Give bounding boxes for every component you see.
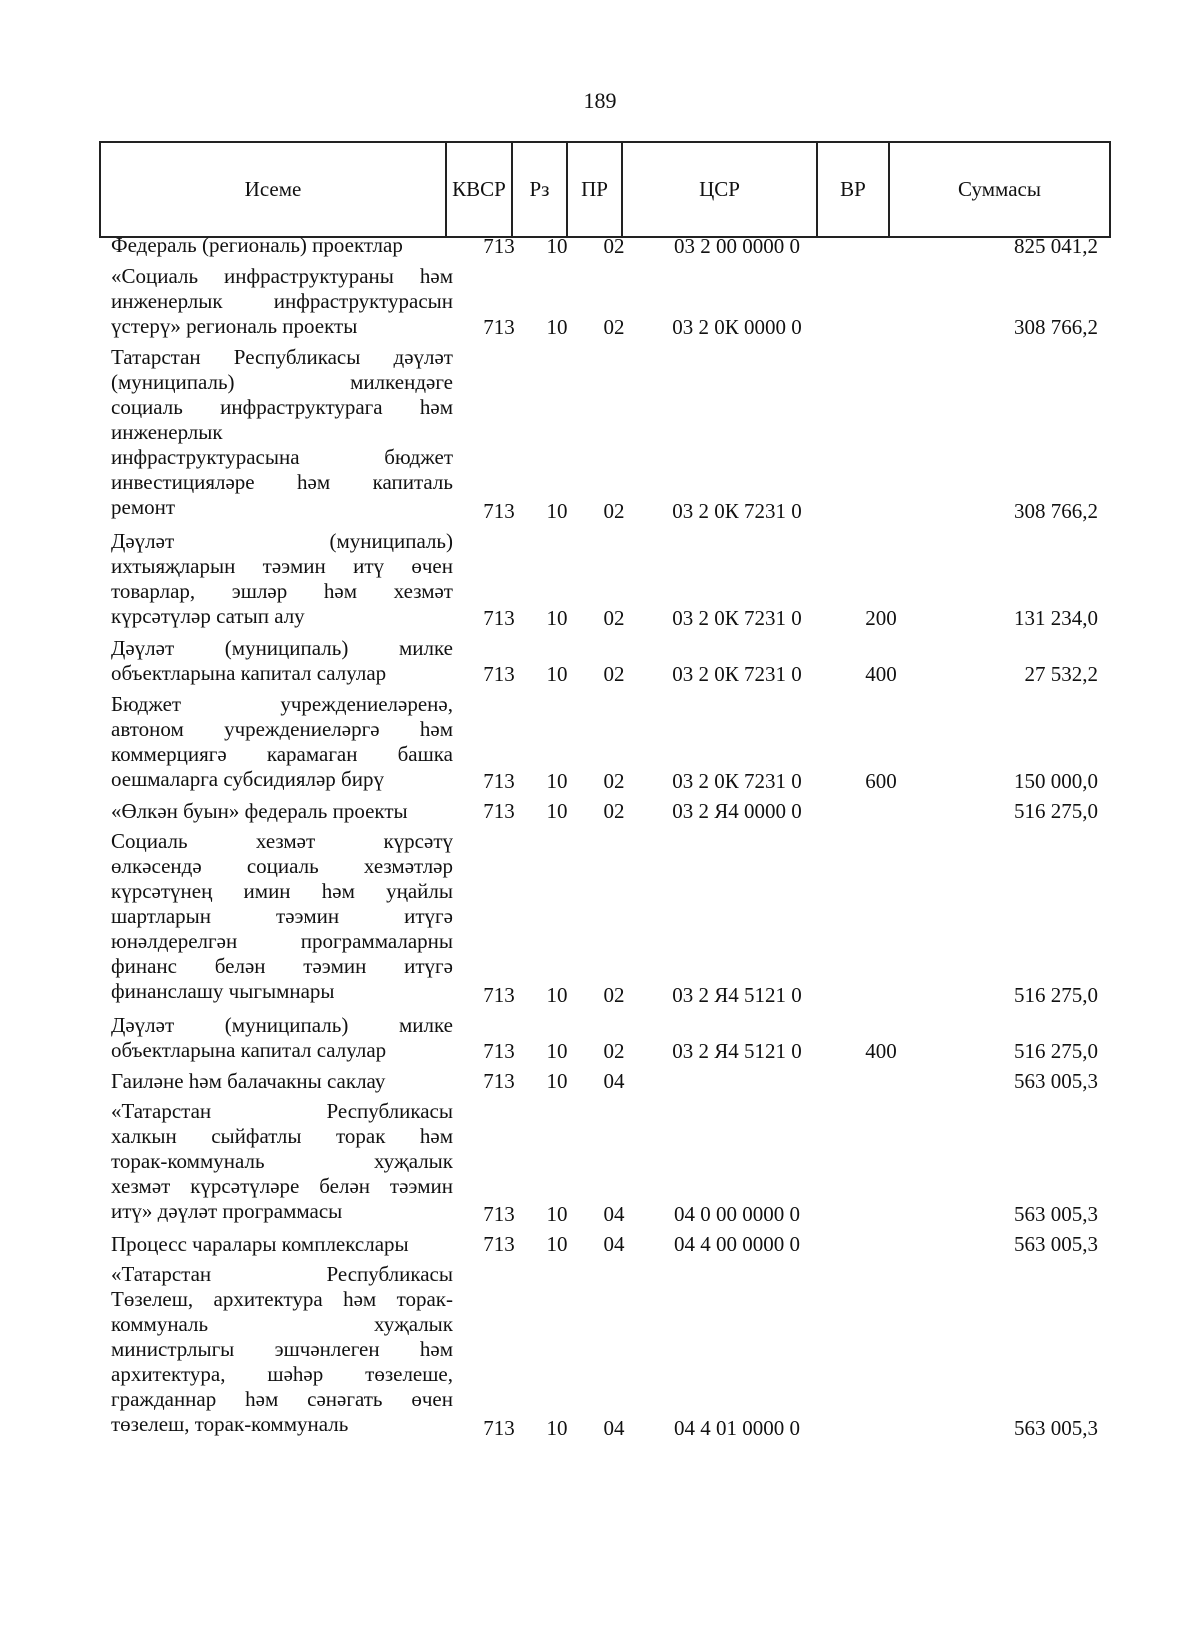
cell-csr: 03 2 0К 0000 0	[672, 315, 802, 339]
cell-sum: 131 234,0	[1014, 605, 1098, 630]
row-name-line: финанс белән тәэмин итүгә	[111, 954, 453, 978]
row-name	[111, 1069, 453, 1094]
row-name-line: өлкәсендә социаль хезмәтләр	[111, 854, 453, 878]
cell-csr: 04 4 00 0000 0	[674, 1232, 800, 1256]
cell-rz: 10	[546, 1232, 568, 1256]
row-name-line: министрлыгы эшчәнлеген һәм	[111, 1337, 453, 1361]
cell-vr: 600	[865, 768, 897, 793]
row-name	[111, 829, 453, 1004]
cell-rz: 10	[546, 605, 568, 630]
row-name-line: күрсәтүнең имин һәм уңайлы	[111, 879, 453, 903]
row-name-line: инфраструктурасына бюджет	[111, 445, 453, 469]
cell-rz: 10	[546, 768, 568, 793]
table-row	[0, 1099, 1200, 1227]
row-name-line: Татарстан Республикасы дәүләт	[111, 345, 453, 369]
cell-csr: 03 2 00 0000 0	[674, 233, 800, 258]
row-name	[111, 345, 453, 520]
row-name-line: инженерлык	[111, 420, 223, 444]
cell-pr: 02	[603, 233, 625, 258]
cell-kvsr: 713	[483, 1415, 515, 1440]
cell-kvsr: 713	[483, 661, 515, 686]
table-row	[0, 799, 1200, 825]
table-header	[99, 141, 1111, 238]
row-name-line: «Татарстан Республикасы	[111, 1262, 453, 1286]
cell-kvsr: 713	[483, 799, 515, 823]
row-name-line: юнәлдерелгән программаларны	[111, 929, 453, 953]
cell-sum: 516 275,0	[1014, 799, 1098, 823]
cell-sum: 27 532,2	[1024, 661, 1098, 686]
row-name	[111, 636, 453, 686]
cell-rz: 10	[546, 498, 568, 523]
table-row	[0, 829, 1200, 1008]
row-name-line: инженерлык инфраструктурасын	[111, 288, 453, 313]
row-name	[111, 529, 453, 629]
row-name-line: Дәүләт (муниципаль) милке	[111, 1012, 453, 1037]
cell-rz: 10	[546, 1201, 568, 1226]
row-name-line: Гаиләне һәм балачакны саклау	[111, 1068, 386, 1093]
cell-sum: 150 000,0	[1014, 768, 1098, 793]
cell-rz: 10	[546, 315, 568, 339]
row-name	[111, 1232, 453, 1257]
row-name-line: күрсәтүләр сатып алу	[111, 603, 305, 628]
cell-rz: 10	[546, 1038, 568, 1063]
row-name-line: товарлар, эшләр һәм хезмәт	[111, 578, 453, 603]
cell-pr: 02	[603, 315, 625, 339]
cell-kvsr: 713	[483, 768, 515, 793]
cell-vr: 400	[865, 661, 897, 686]
row-name-line: Дәүләт (муниципаль)	[111, 528, 453, 553]
column-header-csr: ЦСР	[621, 143, 816, 236]
cell-sum: 516 275,0	[1014, 1038, 1098, 1063]
cell-kvsr: 713	[483, 982, 515, 1007]
cell-rz: 10	[546, 233, 568, 258]
table-row	[0, 529, 1200, 631]
cell-sum: 308 766,2	[1014, 498, 1098, 523]
cell-csr: 04 4 01 0000 0	[674, 1415, 800, 1440]
row-name-line: хезмәт күрсәтүләре белән тәэмин	[111, 1174, 453, 1198]
row-name-line: социаль инфраструктурага һәм	[111, 395, 453, 419]
row-name	[111, 799, 453, 824]
row-name	[111, 1262, 453, 1437]
cell-rz: 10	[546, 982, 568, 1007]
row-name-line: ремонт	[111, 495, 176, 519]
cell-pr: 04	[603, 1201, 625, 1226]
table-row	[0, 636, 1200, 687]
table-row	[0, 233, 1200, 259]
row-name-line: торак-коммуналь хуҗалык	[111, 1149, 453, 1173]
column-header-vr: ВР	[816, 143, 888, 236]
row-name-line: архитектура, шәһәр төзелеше,	[111, 1362, 453, 1386]
table-row	[0, 264, 1200, 341]
cell-vr: 200	[865, 605, 897, 630]
cell-csr: 03 2 0К 7231 0	[672, 498, 802, 523]
cell-pr: 02	[603, 1038, 625, 1063]
row-name-line: инвестицияләре һәм капиталь	[111, 470, 453, 494]
row-name-line: Төзелеш, архитектура һәм торак-	[111, 1287, 453, 1311]
cell-sum: 563 005,3	[1014, 1232, 1098, 1256]
cell-kvsr: 713	[483, 605, 515, 630]
column-header-kvsr: КВСР	[445, 143, 511, 236]
cell-pr: 02	[603, 661, 625, 686]
row-name-line: халкын сыйфатлы торак һәм	[111, 1124, 453, 1148]
cell-pr: 02	[603, 498, 625, 523]
column-header-sum: Суммасы	[888, 143, 1109, 236]
cell-rz: 10	[546, 799, 568, 823]
table-row	[0, 1013, 1200, 1064]
row-name-line: шартларын тәэмин итүгә	[111, 904, 453, 928]
table-row	[0, 1262, 1200, 1441]
cell-sum: 563 005,3	[1014, 1069, 1098, 1093]
cell-rz: 10	[546, 1069, 568, 1093]
page-number: 189	[583, 88, 617, 113]
cell-pr: 04	[603, 1069, 625, 1093]
row-name-line: Дәүләт (муниципаль) милке	[111, 635, 453, 660]
row-name	[111, 692, 453, 792]
row-name-line: Федераль (региональ) проектлар	[111, 233, 403, 257]
row-name-line: объектларына капитал салулар	[111, 1037, 387, 1062]
row-name-line: оешмаларга субсидияләр бирү	[111, 766, 384, 791]
row-name-line: итү» дәүләт программасы	[111, 1199, 343, 1223]
column-header-name: Исеме	[244, 177, 302, 201]
row-name-line: үстерү» региональ проекты	[111, 313, 358, 338]
column-header-rz: Рз	[511, 143, 566, 236]
table-row	[0, 692, 1200, 794]
row-name-line: Процесс чаралары комплекслары	[111, 1231, 409, 1256]
cell-kvsr: 713	[483, 315, 515, 339]
cell-pr: 02	[603, 982, 625, 1007]
cell-csr: 03 2 Я4 5121 0	[672, 1038, 802, 1063]
cell-csr: 04 0 00 0000 0	[674, 1201, 800, 1226]
row-name-line: «Татарстан Республикасы	[111, 1099, 453, 1123]
row-name	[111, 1013, 453, 1063]
row-name-line: «Өлкән буын» федераль проекты	[111, 798, 408, 823]
cell-csr: 03 2 0К 7231 0	[672, 661, 802, 686]
cell-csr: 03 2 Я4 5121 0	[672, 982, 802, 1007]
cell-sum: 825 041,2	[1014, 233, 1098, 258]
cell-kvsr: 713	[483, 1232, 515, 1256]
cell-sum: 308 766,2	[1014, 315, 1098, 339]
cell-csr: 03 2 0К 7231 0	[672, 768, 802, 793]
cell-kvsr: 713	[483, 498, 515, 523]
cell-pr: 02	[603, 605, 625, 630]
cell-vr: 400	[865, 1038, 897, 1063]
row-name-line: Бюджет учреждениеләренә,	[111, 691, 453, 716]
cell-sum: 563 005,3	[1014, 1201, 1098, 1226]
row-name-line: гражданнар һәм сәнәгать өчен	[111, 1387, 453, 1411]
row-name-line: финанслашу чыгымнары	[111, 979, 335, 1003]
cell-pr: 04	[603, 1415, 625, 1440]
cell-rz: 10	[546, 1415, 568, 1440]
row-name-line: коммуналь хуҗалык	[111, 1312, 453, 1336]
row-name	[111, 233, 453, 258]
cell-sum: 563 005,3	[1014, 1415, 1098, 1440]
cell-pr: 02	[603, 768, 625, 793]
row-name-line: коммерциягә карамаган башка	[111, 741, 453, 766]
row-name-line: объектларына капитал салулар	[111, 660, 387, 685]
cell-sum: 516 275,0	[1014, 982, 1098, 1007]
cell-csr: 03 2 0К 7231 0	[672, 605, 802, 630]
cell-kvsr: 713	[483, 233, 515, 258]
row-name-line: төзелеш, торак-коммуналь	[111, 1412, 349, 1436]
row-name-line: «Социаль инфраструктураны һәм	[111, 263, 453, 288]
table-row	[0, 1232, 1200, 1258]
row-name	[111, 264, 453, 339]
table-row	[0, 345, 1200, 524]
cell-pr: 04	[603, 1232, 625, 1256]
cell-rz: 10	[546, 661, 568, 686]
row-name-line: Социаль хезмәт күрсәтү	[111, 829, 453, 853]
cell-kvsr: 713	[483, 1038, 515, 1063]
row-name	[111, 1099, 453, 1224]
cell-kvsr: 713	[483, 1069, 515, 1093]
cell-pr: 02	[603, 799, 625, 823]
table-row	[0, 1069, 1200, 1095]
row-name-line: автоном учреждениеләргә һәм	[111, 716, 453, 741]
cell-kvsr: 713	[483, 1201, 515, 1226]
cell-csr: 03 2 Я4 0000 0	[672, 799, 802, 823]
row-name-line: ихтыяҗларын тәэмин итү өчен	[111, 553, 453, 578]
row-name-line: (муниципаль) милкендәге	[111, 370, 453, 394]
column-header-pr: ПР	[566, 143, 621, 236]
